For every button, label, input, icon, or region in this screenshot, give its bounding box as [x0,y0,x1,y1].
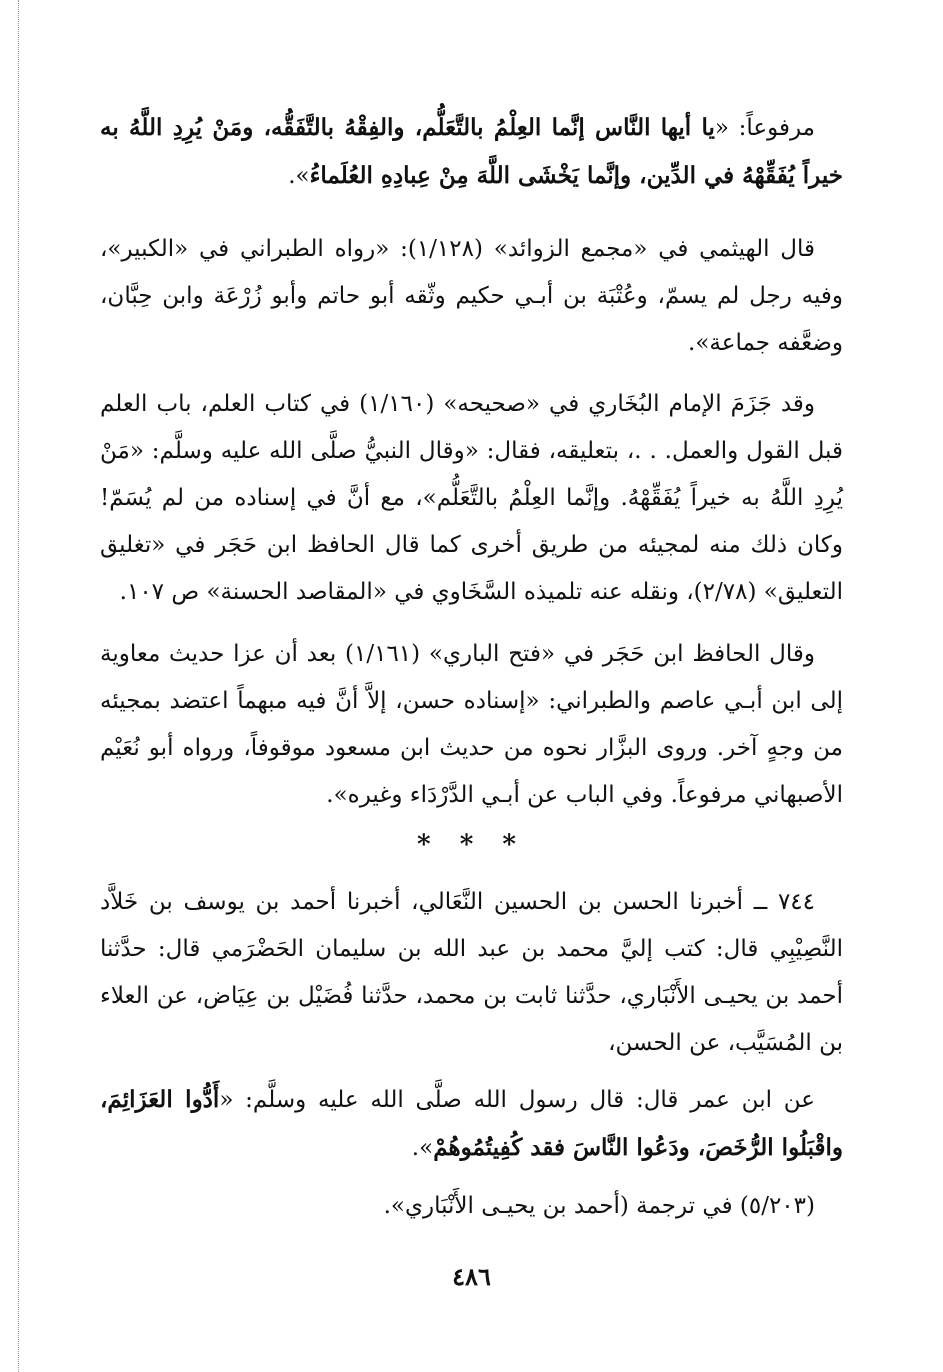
hadith-paragraph [100,104,843,200]
paragraph-lead: مرفوعاً: « [714,115,815,141]
paragraph-text [100,1076,843,1172]
page-number: ٤٨٦ [452,1262,491,1291]
paragraph-text: وقال الحافظ ابن حَجَر في «فتح الباري» (١/١٦١) بعد أن عزا حديث معاوية إلى ابن أبـي عاصم والطبراني: «إسناده حسن، إلاَّ أنَّ فيه مبهماً اعتضد بمجيئه من وجهٍ آخر. وروى البزَّار نحوه من حديث ابن مسعود موقوفاً، ورواه أبو نُعَيْم الأصبهاني مرفوعاً. وفي الباب عن أبـي الدَّرْدَاء وغيره». [100,641,843,808]
ibn-hajar-paragraph [100,631,843,819]
scan-edge-dotted-line [18,0,19,1372]
footnote-reference [100,1183,843,1230]
hadith-quote: أَدُّوا العَزَائِمَ، واقْبَلُوا الرُّخَصَ، ودَعُوا النَّاسَ فقد كُفِيتُمُوهُمْ [100,1086,843,1161]
paragraph-text: ٧٤٤ ــ أخبرنا الحسن بن الحسين النَّعَالي، أخبرنا أحمد بن يوسف بن خَلاَّد النَّصِيْبِي قال: كتب إليَّ محمد بن عبد الله بن سليمان الحَضْرَمي قال: حدَّثنا أحمد بن يحيـى الأَنْبَاري، حدَّثنا ثابت بن محمد، حدَّثنا فُضَيْل بن عِيَاض، عن العلاء بن المُسَيَّب، عن الحسن، [100,889,843,1056]
hadith-entry-matn [100,1076,843,1172]
paragraph-text: قال الهيثمي في «مجمع الزوائد» (١/١٢٨): «رواه الطبراني في «الكبير»، وفيه رجل لم يسمّ، وعُتْبَة بن أبـي حكيم وثّقه أبو حاتم وأبو زُرْعَة وابن حِبَّان، وضعَّفه جماعة». [100,236,843,356]
matn-lead: عن ابن عمر قال: قال رسول الله صلَّى الله عليه وسلَّم: « [219,1087,815,1113]
hadith-quote: يا أيها النَّاس إنَّما العِلْمُ بالتَّعَلُّم، والفِقْهُ بالتَّفَقُّه، ومَنْ يُرِدِ اللَّهُ به خيراً يُفَقِّهْهُ في الدِّين، وإنَّما يَخْشَى اللَّهَ مِنْ عِبادِهِ العُلَماءُ [100,114,843,189]
haythami-paragraph [100,226,843,367]
paragraph-text: (٥/٢٠٣) في ترجمة (أحمد بن يحيـى الأَنْبَاري». [383,1193,815,1219]
hadith-entry-isnad [100,879,843,1067]
matn-tail: ». [411,1135,434,1161]
section-separator: * * * [417,830,526,860]
paragraph-tail: ». [288,163,310,189]
paragraph-text: وقد جَزَمَ الإمام البُخَاري في «صحيحه» (١/١٦٠) في كتاب العلم، باب العلم قبل القول والعمل. . .، بتعليقه، فقال: «وقال النبيُّ صلَّى الله عليه وسلَّم: «مَنْ يُرِدِ اللَّهُ به خيراً يُفَقِّهْهُ. وإنَّما العِلْمُ بالتَّعَلُّم»، مع أنَّ في إسناده من لم يُسَمّ! وكان ذلك منه لمجيئه من طريق أخرى كما قال الحافظ ابن حَجَر في «تغليق التعليق» (٢/٧٨)، ونقله عنه تلميذه السَّخَاوي في «المقاصد الحسنة» ص ١٠٧. [100,391,843,605]
paragraph-text [100,104,843,200]
bukhari-paragraph [100,381,843,616]
